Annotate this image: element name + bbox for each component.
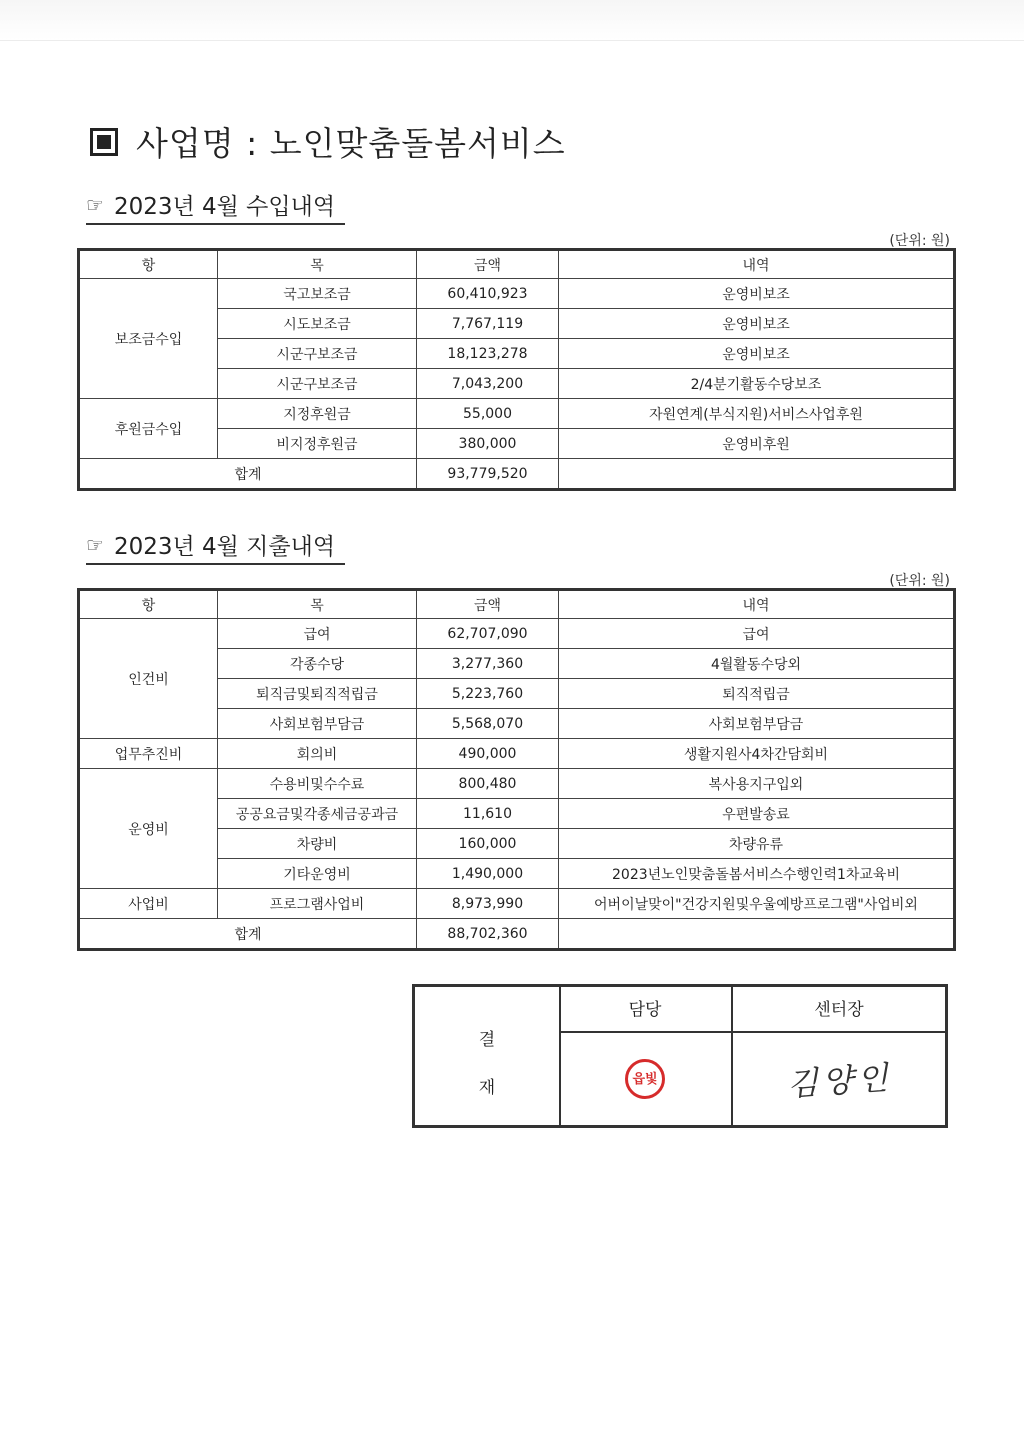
approval-col-director: 센터장 [733,987,945,1033]
expense-item-cell: 사회보험부담금 [218,709,417,739]
expense-header-col-detail: 내역 [559,590,955,619]
expense-item-cell: 차량비 [218,829,417,859]
approval-manager-sign [559,1033,731,1125]
expense-detail-cell: 급여 [559,619,955,649]
income-unit: (단위: 원) [889,233,950,249]
expense-table [77,588,956,951]
income-header-col-category: 항 [79,250,218,279]
income-heading [86,188,345,225]
expense-detail-cell: 퇴직적립금 [559,679,955,709]
expense-header-col-amount: 금액 [417,590,559,619]
expense-amount-cell: 5,568,070 [417,709,559,739]
income-category-cell: 후원금수입 [79,399,218,459]
income-total-amount: 93,779,520 [417,459,559,490]
income-total-detail [559,459,955,490]
approval-director-sign [733,1033,945,1125]
income-detail-cell: 운영비보조 [559,309,955,339]
expense-detail-cell: 4월활동수당외 [559,649,955,679]
expense-header-row [79,590,955,619]
income-category-cell: 보조금수입 [79,279,218,399]
income-amount-cell: 60,410,923 [417,279,559,309]
expense-item-cell: 프로그램사업비 [218,889,417,919]
income-detail-cell: 운영비보조 [559,279,955,309]
expense-category-cell: 사업비 [79,889,218,919]
expense-amount-cell: 5,223,760 [417,679,559,709]
expense-detail-cell: 차량유류 [559,829,955,859]
approval-label [415,987,561,1125]
scan-top-edge [0,0,1024,41]
expense-header-col-item: 목 [218,590,417,619]
expense-detail-cell: 우편발송료 [559,799,955,829]
red-seal-icon: 읍빛 [625,1059,665,1099]
page-title-text: 사업명 : 노인맞춤돌봄서비스 [136,124,566,163]
expense-item-cell: 회의비 [218,739,417,769]
income-amount-cell: 380,000 [417,429,559,459]
expense-detail-cell: 어버이날맞이"건강지원및우울예방프로그램"사업비외 [559,889,955,919]
expense-item-cell: 기타운영비 [218,859,417,889]
income-header-row [79,250,955,279]
income-table [77,248,956,491]
expense-amount-cell: 1,490,000 [417,859,559,889]
approval-box [412,984,948,1128]
income-amount-cell: 18,123,278 [417,339,559,369]
expense-unit: (단위: 원) [889,573,950,589]
expense-detail-cell: 복사용지구입외 [559,769,955,799]
income-header-col-item: 목 [218,250,417,279]
expense-total-row [79,919,955,950]
handwritten-signature: 김양인 [785,1058,893,1104]
expense-detail-cell: 생활지원사4차간담회비 [559,739,955,769]
table-row [79,279,955,309]
expense-amount-cell: 490,000 [417,739,559,769]
page-title [90,118,566,165]
expense-total-detail [559,919,955,950]
income-detail-cell: 자원연계(부식지원)서비스사업후원 [559,399,955,429]
expense-category-cell: 인건비 [79,619,218,739]
income-header-col-detail: 내역 [559,250,955,279]
expense-item-cell: 퇴직금및퇴직적립금 [218,679,417,709]
income-header-col-amount: 금액 [417,250,559,279]
expense-amount-cell: 62,707,090 [417,619,559,649]
expense-item-cell: 급여 [218,619,417,649]
approval-col-manager: 담당 [559,987,731,1033]
expense-heading-text: 2023년 4월 지출내역 [113,534,336,560]
income-total-label: 합계 [79,459,417,490]
expense-category-cell: 업무추진비 [79,739,218,769]
income-amount-cell: 55,000 [417,399,559,429]
expense-detail-cell: 사회보험부담금 [559,709,955,739]
expense-amount-cell: 3,277,360 [417,649,559,679]
expense-amount-cell: 800,480 [417,769,559,799]
income-item-cell: 시군구보조금 [218,339,417,369]
income-detail-cell: 운영비후원 [559,429,955,459]
pointing-hand-icon: ☞ [86,192,104,217]
expense-heading [86,528,345,565]
income-item-cell: 시도보조금 [218,309,417,339]
filled-square-icon [90,128,118,156]
income-amount-cell: 7,043,200 [417,369,559,399]
expense-item-cell: 수용비및수수료 [218,769,417,799]
approval-label-top: 결 [478,1030,496,1050]
income-heading-text: 2023년 4월 수입내역 [113,194,336,220]
expense-item-cell: 공공요금및각종세금공과금 [218,799,417,829]
income-item-cell: 국고보조금 [218,279,417,309]
income-item-cell: 시군구보조금 [218,369,417,399]
approval-label-bottom: 재 [478,1078,496,1098]
table-row [79,399,955,429]
income-detail-cell: 2/4분기활동수당보조 [559,369,955,399]
expense-item-cell: 각종수당 [218,649,417,679]
table-row [79,619,955,649]
income-total-row [79,459,955,490]
table-row [79,889,955,919]
income-item-cell: 비지정후원금 [218,429,417,459]
expense-category-cell: 운영비 [79,769,218,889]
pointing-hand-icon: ☞ [86,532,104,557]
expense-header-col-category: 항 [79,590,218,619]
expense-amount-cell: 160,000 [417,829,559,859]
income-amount-cell: 7,767,119 [417,309,559,339]
income-detail-cell: 운영비보조 [559,339,955,369]
table-row [79,769,955,799]
expense-detail-cell: 2023년노인맞춤돌봄서비스수행인력1차교육비 [559,859,955,889]
expense-amount-cell: 8,973,990 [417,889,559,919]
table-row [79,739,955,769]
income-item-cell: 지정후원금 [218,399,417,429]
expense-amount-cell: 11,610 [417,799,559,829]
expense-total-label: 합계 [79,919,417,950]
expense-total-amount: 88,702,360 [417,919,559,950]
